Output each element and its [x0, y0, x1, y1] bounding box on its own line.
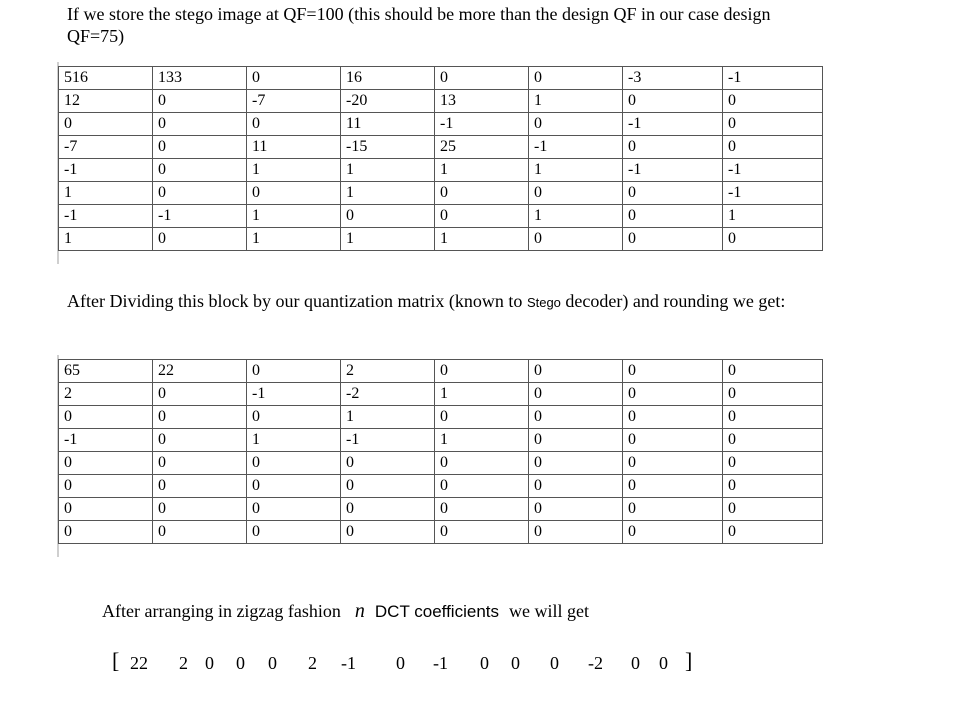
table-cell: 0 [623, 136, 723, 159]
table-cell: 0 [247, 521, 341, 544]
table-cell: -1 [623, 159, 723, 182]
table-cell: 1 [341, 228, 435, 251]
table-cell: 0 [59, 498, 153, 521]
table-cell: -1 [59, 429, 153, 452]
table-cell: -3 [623, 67, 723, 90]
table-cell: 1 [247, 429, 341, 452]
table-cell: 1 [435, 228, 529, 251]
table-cell: 1 [435, 383, 529, 406]
table-cell: 0 [529, 498, 623, 521]
table-cell: 0 [435, 475, 529, 498]
table-cell: 133 [153, 67, 247, 90]
table-cell: 0 [723, 383, 823, 406]
vector-value: -1 [433, 653, 448, 673]
table-cell: 0 [59, 521, 153, 544]
table-row [59, 521, 823, 544]
vector-value: 0 [511, 653, 520, 673]
vector-value: 22 [130, 653, 148, 673]
table-cell: 0 [529, 452, 623, 475]
vector-close-bracket: ] [685, 648, 693, 673]
after-dividing-paragraph [67, 290, 857, 314]
table-cell: 0 [723, 90, 823, 113]
table-cell: 0 [623, 182, 723, 205]
table-cell: -1 [529, 136, 623, 159]
zigzag-suffix: we will get [509, 601, 589, 621]
table-cell: -7 [247, 90, 341, 113]
table-row [59, 205, 823, 228]
table-cell: 0 [529, 521, 623, 544]
vector-value: -1 [341, 653, 356, 673]
table-cell: 0 [723, 360, 823, 383]
table-cell: 0 [153, 521, 247, 544]
after-dividing-text-end: decoder) and rounding we get: [560, 291, 786, 311]
table-cell: -1 [341, 429, 435, 452]
vector-value: 0 [550, 653, 559, 673]
table-cell: 0 [623, 521, 723, 544]
table-row [59, 383, 823, 406]
table-cell: -1 [59, 205, 153, 228]
table-cell: 1 [435, 159, 529, 182]
table-cell: 0 [723, 406, 823, 429]
table-cell: 0 [153, 475, 247, 498]
stego-word: Stego [526, 295, 561, 310]
table-cell: 0 [247, 67, 341, 90]
table-cell: 1 [435, 429, 529, 452]
table-cell: 0 [435, 521, 529, 544]
table-row [59, 67, 823, 90]
zigzag-vector [112, 650, 702, 676]
table-cell: 1 [529, 90, 623, 113]
table-row [59, 136, 823, 159]
table-cell: 0 [623, 429, 723, 452]
table-cell: 0 [341, 205, 435, 228]
table-cell: 0 [723, 136, 823, 159]
table-cell: 0 [529, 383, 623, 406]
table-cell: 0 [529, 406, 623, 429]
vector-value: 2 [308, 653, 317, 673]
table-cell: 0 [435, 67, 529, 90]
table-row [59, 429, 823, 452]
table-cell: 1 [529, 159, 623, 182]
table-cell: 0 [247, 113, 341, 136]
table-cell: 0 [529, 228, 623, 251]
table-cell: 0 [623, 498, 723, 521]
table-cell: -1 [723, 67, 823, 90]
table-cell: -1 [723, 159, 823, 182]
table-cell: -1 [623, 113, 723, 136]
table-cell: 2 [59, 383, 153, 406]
zigzag-caption [102, 600, 589, 623]
table-cell: 0 [529, 475, 623, 498]
table-row [59, 228, 823, 251]
table-cell: 0 [623, 205, 723, 228]
table-cell: -1 [59, 159, 153, 182]
intro-paragraph: If we store the stego image at QF=100 (this should be more than the design QF in our case design QF=75) [67, 4, 771, 46]
table-cell: 0 [153, 228, 247, 251]
vector-value: 2 [179, 653, 188, 673]
table-cell: 0 [435, 498, 529, 521]
table-cell: -2 [341, 383, 435, 406]
table-cell: 65 [59, 360, 153, 383]
table-cell: 0 [623, 90, 723, 113]
table-cell: 1 [247, 159, 341, 182]
table-cell: -1 [435, 113, 529, 136]
table-cell: 0 [59, 475, 153, 498]
table-cell: 1 [723, 205, 823, 228]
table-cell: 0 [529, 113, 623, 136]
table-cell: 0 [435, 452, 529, 475]
table-cell: 0 [59, 406, 153, 429]
table-cell: 1 [247, 228, 341, 251]
table-cell: 0 [623, 452, 723, 475]
table-cell: 11 [247, 136, 341, 159]
table-cell: 0 [153, 452, 247, 475]
table-cell: 0 [529, 182, 623, 205]
table-cell: 0 [623, 475, 723, 498]
table-cell: 0 [247, 406, 341, 429]
vector-value: 0 [268, 653, 277, 673]
table-cell: -1 [247, 383, 341, 406]
table-cell: 0 [529, 360, 623, 383]
table-cell: 12 [59, 90, 153, 113]
table-cell: 0 [153, 90, 247, 113]
table-cell: 1 [341, 406, 435, 429]
quantized-dct-matrix-qf100 [58, 66, 823, 251]
table-cell: 1 [341, 182, 435, 205]
table-cell: 0 [153, 383, 247, 406]
table-row [59, 475, 823, 498]
table-cell: 0 [153, 498, 247, 521]
table-cell: 0 [529, 67, 623, 90]
table-cell: 16 [341, 67, 435, 90]
table-cell: 0 [435, 205, 529, 228]
table-cell: 2 [341, 360, 435, 383]
table-cell: 0 [59, 452, 153, 475]
table-cell: 0 [153, 429, 247, 452]
dct-coefficients-label: DCT coefficients [374, 602, 499, 621]
table-cell: 0 [341, 498, 435, 521]
table-cell: 1 [59, 182, 153, 205]
n-symbol: n [354, 600, 365, 622]
table-cell: 0 [341, 475, 435, 498]
table-cell: 0 [723, 475, 823, 498]
table-cell: 516 [59, 67, 153, 90]
table-cell: 0 [623, 228, 723, 251]
rounded-coefficient-matrix [58, 359, 823, 544]
table-cell: 0 [623, 383, 723, 406]
table-cell: -7 [59, 136, 153, 159]
table-cell: 0 [341, 452, 435, 475]
table-cell: 0 [153, 182, 247, 205]
table-cell: 0 [247, 475, 341, 498]
vector-value: -2 [588, 653, 603, 673]
table-cell: 0 [723, 429, 823, 452]
vector-value: 0 [631, 653, 640, 673]
table-row [59, 113, 823, 136]
table-cell: 0 [723, 498, 823, 521]
table-cell: 0 [247, 360, 341, 383]
table-row [59, 452, 823, 475]
table-cell: 22 [153, 360, 247, 383]
table-cell: 1 [529, 205, 623, 228]
table-row [59, 360, 823, 383]
zigzag-prefix: After arranging in zigzag fashion [102, 601, 341, 621]
table-cell: 0 [247, 498, 341, 521]
table-cell: 0 [723, 521, 823, 544]
table-cell: 0 [723, 113, 823, 136]
table-cell: 0 [435, 182, 529, 205]
table-cell: 0 [153, 113, 247, 136]
table-cell: 25 [435, 136, 529, 159]
table-cell: 0 [247, 452, 341, 475]
table-cell: 0 [435, 406, 529, 429]
table-row [59, 498, 823, 521]
table-cell: 0 [723, 452, 823, 475]
table-cell: 13 [435, 90, 529, 113]
table-cell: 0 [341, 521, 435, 544]
table-cell: 0 [59, 113, 153, 136]
table-row [59, 159, 823, 182]
table-cell: -20 [341, 90, 435, 113]
table-cell: 0 [723, 228, 823, 251]
vector-value: 0 [480, 653, 489, 673]
table-cell: 0 [153, 159, 247, 182]
table-row [59, 406, 823, 429]
table-cell: 0 [435, 360, 529, 383]
table-cell: 0 [153, 136, 247, 159]
table-cell: 0 [623, 360, 723, 383]
table-cell: 0 [529, 429, 623, 452]
after-dividing-text: After Dividing this block by our quantization matrix (known to [67, 291, 527, 311]
table-cell: 11 [341, 113, 435, 136]
table-cell: 1 [341, 159, 435, 182]
table-row [59, 90, 823, 113]
table-cell: 0 [247, 182, 341, 205]
vector-value: 0 [236, 653, 245, 673]
vector-open-bracket: [ [112, 648, 120, 673]
table-cell: 1 [59, 228, 153, 251]
table-cell: 1 [247, 205, 341, 228]
table-cell: 0 [623, 406, 723, 429]
table-cell: -1 [723, 182, 823, 205]
table-cell: 0 [153, 406, 247, 429]
vector-value: 0 [659, 653, 668, 673]
table-cell: -15 [341, 136, 435, 159]
table-cell: -1 [153, 205, 247, 228]
table-row [59, 182, 823, 205]
vector-value: 0 [396, 653, 405, 673]
vector-value: 0 [205, 653, 214, 673]
